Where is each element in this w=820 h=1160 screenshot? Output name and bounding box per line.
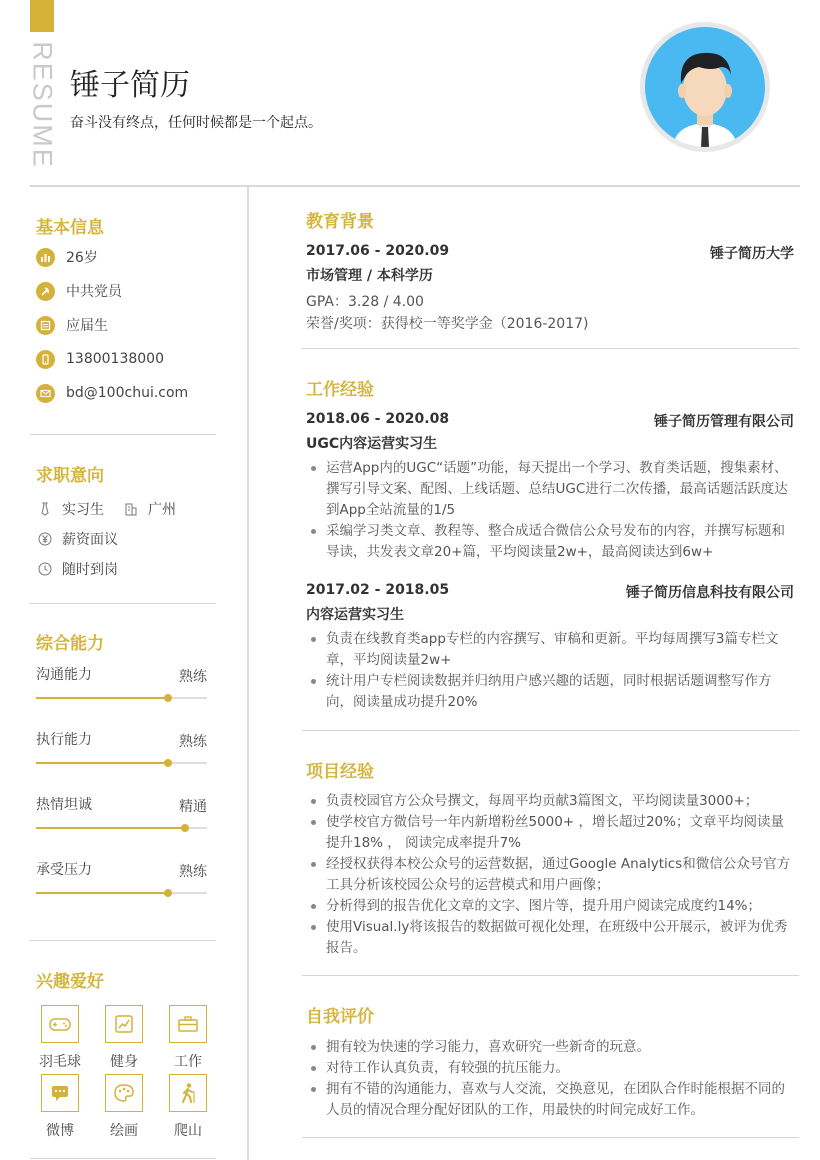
education-honors: 荣誉/奖项：获得校一等奖学金（2016-2017) — [306, 316, 589, 332]
job-type: 实习生 — [38, 499, 104, 519]
work-role: UGC内容运营实习生 — [306, 436, 438, 452]
work-role: 内容运营实习生 — [306, 607, 404, 623]
palette-icon — [105, 1074, 143, 1112]
education-school: 锤子简历大学 — [710, 246, 794, 262]
hobby-item: 羽毛球 — [30, 1005, 90, 1071]
left-divider — [30, 603, 216, 604]
building-icon — [124, 502, 138, 516]
job-start: 随时到岗 — [38, 559, 118, 579]
hobby-item: 健身 — [94, 1005, 154, 1071]
skill-bar-fill — [36, 827, 185, 829]
clock-icon — [38, 562, 52, 576]
list-item: 统计用户专栏阅读数据并归纳用户感兴趣的话题，同时根据话题调整写作方向，阅读量成功提升20% — [306, 671, 796, 713]
projects-heading: 项目经验 — [306, 762, 374, 782]
fitness-chart-icon — [105, 1005, 143, 1043]
hobby-item: 工作 — [158, 1005, 218, 1071]
left-divider — [30, 940, 216, 941]
skill-level: 熟练 — [179, 864, 207, 880]
party-emblem-icon — [36, 282, 55, 301]
phone-icon — [36, 350, 55, 369]
skill-bar — [36, 892, 207, 894]
right-divider — [302, 730, 799, 731]
right-divider — [302, 1137, 799, 1138]
list-item: 运营App内的UGC“话题”功能，每天提出一个学习、教育类话题，搜集素材、撰写引导文案、配图、上线话题、总结UGC进行二次传播，最高话题活跃度达到App全站流量的1/5 — [306, 458, 796, 521]
job-city: 广州 — [124, 499, 176, 519]
education-date: 2017.06 - 2020.09 — [306, 243, 450, 259]
job-salary: 薪资面议 — [38, 529, 118, 549]
skill-name: 执行能力 — [36, 732, 92, 748]
column-divider — [247, 187, 249, 1160]
skill-level: 熟练 — [179, 669, 207, 685]
left-divider — [30, 434, 216, 435]
yuan-icon — [38, 532, 52, 546]
hobby-item: 爬山 — [158, 1074, 218, 1140]
skill-bar-fill — [36, 762, 168, 764]
resume-name: 锤子简历 — [70, 68, 190, 103]
self-eval-heading: 自我评价 — [306, 1007, 374, 1027]
chat-bubble-icon — [41, 1074, 79, 1112]
right-divider — [302, 975, 799, 976]
header-divider — [30, 185, 800, 187]
skill-level: 熟练 — [179, 734, 207, 750]
work-bullets — [306, 629, 796, 713]
skill-bar-knob — [181, 824, 189, 832]
skill-bar — [36, 827, 207, 829]
skill-bar-fill — [36, 892, 168, 894]
education-heading: 教育背景 — [306, 212, 374, 232]
skill-bar — [36, 762, 207, 764]
work-date: 2018.06 - 2020.08 — [306, 411, 450, 427]
right-divider — [302, 348, 799, 349]
age-chart-icon — [36, 248, 55, 267]
accent-block — [30, 0, 54, 32]
skills-heading: 综合能力 — [36, 634, 104, 654]
list-item: 使用Visual.ly将该报告的数据做可视化处理，在班级中公开展示，被评为优秀报告。 — [306, 917, 796, 959]
list-item: 采编学习类文章、教程等、整合成适合微信公众号发布的内容，并撰写标题和导读，共发表文章20+篇，平均阅读量2w+，最高阅读达到6w+ — [306, 521, 796, 563]
briefcase-icon — [169, 1005, 207, 1043]
skill-level: 精通 — [179, 799, 207, 815]
skill-bar — [36, 697, 207, 699]
education-gpa: GPA：3.28 / 4.00 — [306, 294, 424, 310]
list-item: 拥有较为快速的学习能力，喜欢研究一些新奇的玩意。 — [306, 1037, 796, 1058]
info-politics: 中共党员 — [36, 280, 122, 302]
resume-vertical-label: RESUME — [27, 41, 58, 169]
resume-motto: 奋斗没有终点，任何时候都是一个起点。 — [70, 115, 322, 131]
list-item: 使学校官方微信号一年内新增粉丝5000+ ，增长超过20%；文章平均阅读量提升18% ， 阅读完成率提升7% — [306, 812, 796, 854]
email-icon — [36, 384, 55, 403]
work-date: 2017.02 - 2018.05 — [306, 582, 450, 598]
work-heading: 工作经验 — [306, 380, 374, 400]
list-item: 对待工作认真负责，有较强的抗压能力。 — [306, 1058, 796, 1079]
info-status: 应届生 — [36, 314, 108, 336]
self-eval-bullets — [306, 1037, 796, 1121]
hobbies-heading: 兴趣爱好 — [36, 972, 104, 992]
hiker-icon — [169, 1074, 207, 1112]
skill-name: 沟通能力 — [36, 667, 92, 683]
list-item: 分析得到的报告优化文章的文字、图片等，提升用户阅读完成度约14%； — [306, 896, 796, 917]
list-item: 负责在线教育类app专栏的内容撰写、审稿和更新。平均每周撰写3篇专栏文章，平均阅读量2w+ — [306, 629, 796, 671]
list-item: 拥有不错的沟通能力，喜欢与人交流，交换意见，在团队合作时能根据不同的人员的情况合理分配好团队的工作，用最快的时间完成好工作。 — [306, 1079, 796, 1121]
hobby-item: 绘画 — [94, 1074, 154, 1140]
avatar — [640, 22, 770, 152]
project-bullets — [306, 791, 796, 959]
list-item: 负责校园官方公众号撰文，每周平均贡献3篇图文，平均阅读量3000+； — [306, 791, 796, 812]
skill-name: 热情坦诚 — [36, 797, 92, 813]
gamepad-icon — [41, 1005, 79, 1043]
skill-name: 承受压力 — [36, 862, 92, 878]
info-phone: 13800138000 — [36, 348, 164, 370]
skill-bar-knob — [164, 759, 172, 767]
avatar-illustration-icon — [645, 27, 765, 147]
list-item: 经授权获得本校公众号的运营数据，通过Google Analytics和微信公众号官方工具分析该校园公众号的运营模式和用户画像； — [306, 854, 796, 896]
left-divider — [30, 1158, 216, 1159]
education-major: 市场管理 / 本科学历 — [306, 268, 433, 284]
work-company: 锤子简历管理有限公司 — [654, 414, 794, 430]
skill-bar-knob — [164, 694, 172, 702]
basic-info-heading: 基本信息 — [36, 218, 104, 238]
info-email: bd@100chui.com — [36, 382, 188, 404]
work-company: 锤子简历信息科技有限公司 — [626, 585, 794, 601]
tie-icon — [38, 502, 52, 516]
status-list-icon — [36, 316, 55, 335]
job-intent-heading: 求职意向 — [36, 466, 104, 486]
skill-bar-fill — [36, 697, 168, 699]
info-age: 26岁 — [36, 246, 98, 268]
hobby-item: 微博 — [30, 1074, 90, 1140]
skill-bar-knob — [164, 889, 172, 897]
work-bullets — [306, 458, 796, 563]
